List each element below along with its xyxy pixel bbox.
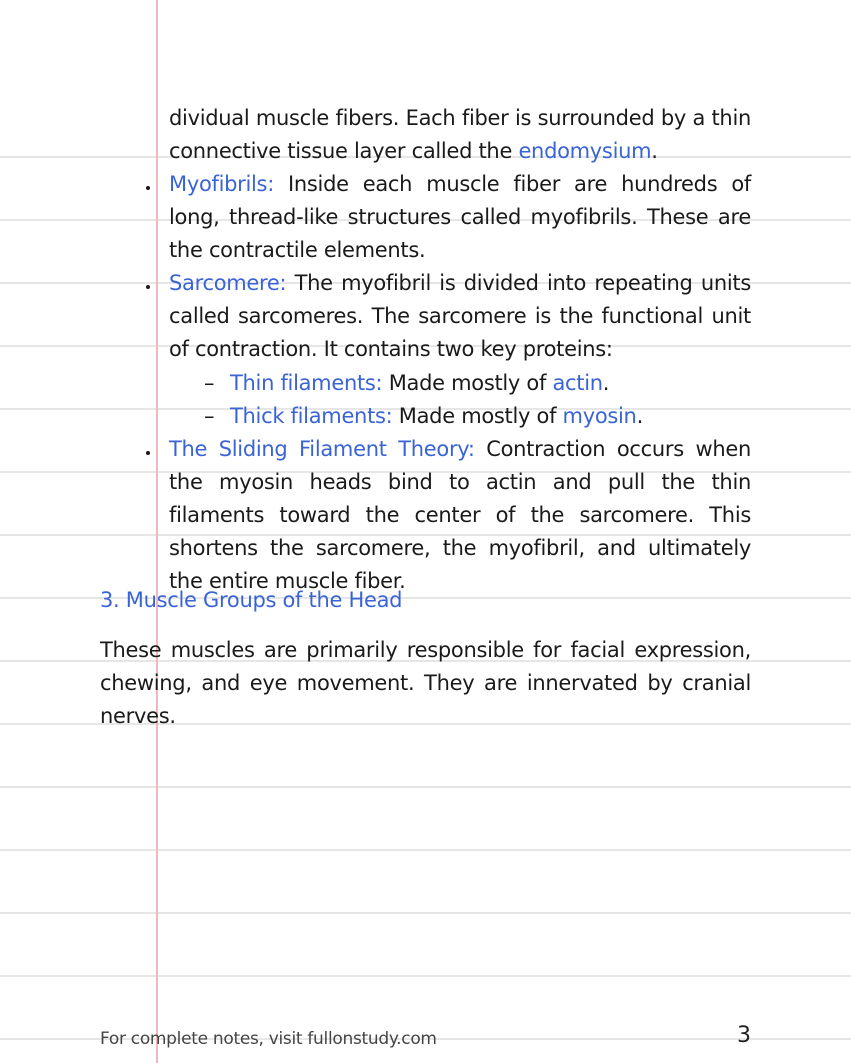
- intro-line-2-text: connective tissue layer called the: [169, 139, 519, 163]
- ruled-line: [0, 786, 851, 788]
- subitem-thin-text: Made mostly of: [382, 371, 553, 395]
- subitem-thin-filaments: [230, 367, 750, 400]
- ruled-line: [0, 912, 851, 914]
- ruled-line: [0, 975, 851, 977]
- intro-paragraph: [169, 102, 751, 168]
- margin-line: [156, 0, 158, 1063]
- subitem-thin-end: .: [602, 371, 610, 395]
- term-sliding-filament-theory: The Sliding Filament Theory:: [169, 437, 475, 461]
- bullet-sarcomere-text: The myofibril is divided into repeating units called sarcomeres. The sarcomere is the functional unit of contraction. It contains two key proteins:: [169, 271, 751, 361]
- bullet-sliding-filament: [169, 433, 751, 598]
- footer-text: For complete notes, visit fullonstudy.com: [100, 1029, 437, 1049]
- term-thin-filaments: Thin filaments:: [230, 371, 383, 395]
- dash-marker: –: [204, 404, 215, 428]
- intro-line-2: [169, 135, 751, 168]
- subitem-thick-end: .: [636, 404, 643, 428]
- page-number: 3: [737, 1023, 751, 1048]
- bullet-sliding-text: Contraction occurs when the myosin heads bind to actin and pull the thin filaments toward the center of the sarcomere. This shortens the sarcomere, the myofibril, and ultimately the entire muscle fiber.: [169, 437, 751, 593]
- intro-line-1: dividual muscle fibers. Each fiber is surrounded by a thin: [169, 106, 751, 130]
- intro-line-2-end: .: [651, 139, 658, 163]
- term-actin: actin: [552, 371, 603, 395]
- term-sarcomere: Sarcomere:: [169, 271, 287, 295]
- ruled-line: [0, 849, 851, 851]
- bullet-dot: [146, 186, 150, 190]
- bullet-myofibrils-text: Inside each muscle fiber are hundreds of long, thread-like structures called myofibrils. These are the contractile elements.: [169, 172, 751, 262]
- term-myofibrils: Myofibrils:: [169, 172, 274, 196]
- term-myosin: myosin: [562, 404, 637, 428]
- section-heading: 3. Muscle Groups of the Head: [100, 588, 403, 612]
- bullet-myofibrils: [169, 168, 751, 267]
- bullet-sarcomere: [169, 267, 751, 366]
- term-thick-filaments: Thick filaments:: [230, 404, 393, 428]
- subitem-thick-filaments: [230, 400, 750, 433]
- bullet-dot: [146, 451, 150, 455]
- section-paragraph: These muscles are primarily responsible for facial expression, chewing, and eye movement. They are innervated by cranial nerves.: [100, 638, 751, 728]
- subitem-thick-text: Made mostly of: [392, 404, 563, 428]
- dash-marker: –: [204, 371, 215, 395]
- term-endomysium: endomysium: [518, 139, 652, 163]
- bullet-dot: [146, 285, 150, 289]
